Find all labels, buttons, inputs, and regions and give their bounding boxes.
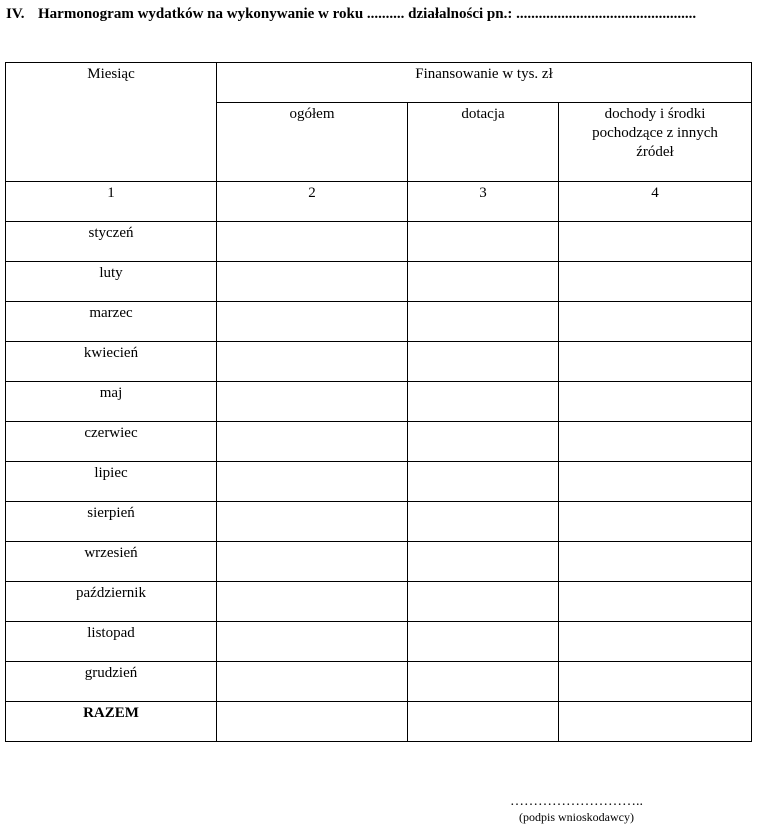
table-row <box>6 382 752 422</box>
table-row <box>6 502 752 542</box>
total-cell[interactable] <box>217 302 408 342</box>
table-row <box>6 622 752 662</box>
table-row <box>6 542 752 582</box>
header-total: ogółem <box>217 103 408 182</box>
table-row <box>6 302 752 342</box>
subsidy-cell[interactable] <box>408 422 559 462</box>
total-cell[interactable] <box>217 502 408 542</box>
header-other-sources-text: dochody i środki pochodzące z innych źródeł <box>592 106 718 160</box>
signature-block <box>494 795 659 825</box>
header-month: Miesiąc <box>6 63 217 182</box>
table-row <box>6 582 752 622</box>
total-cell[interactable] <box>217 622 408 662</box>
month-label: sierpień <box>6 502 217 542</box>
summary-label: RAZEM <box>6 702 217 742</box>
column-number: 2 <box>217 182 408 222</box>
column-number: 1 <box>6 182 217 222</box>
subsidy-cell[interactable] <box>408 502 559 542</box>
summary-row <box>6 702 752 742</box>
expense-schedule-table <box>5 62 752 742</box>
total-cell[interactable] <box>217 662 408 702</box>
month-label: listopad <box>6 622 217 662</box>
month-label: kwiecień <box>6 342 217 382</box>
total-cell[interactable] <box>217 582 408 622</box>
column-number: 3 <box>408 182 559 222</box>
subsidy-cell[interactable] <box>408 622 559 662</box>
month-label: luty <box>6 262 217 302</box>
table-row <box>6 662 752 702</box>
other-cell[interactable] <box>559 502 752 542</box>
summary-subsidy-cell[interactable] <box>408 702 559 742</box>
table-row <box>6 342 752 382</box>
column-number-row <box>6 182 752 222</box>
subsidy-cell[interactable] <box>408 382 559 422</box>
signature-caption: (podpis wnioskodawcy) <box>519 810 634 824</box>
subsidy-cell[interactable] <box>408 542 559 582</box>
header-subsidy: dotacja <box>408 103 559 182</box>
other-cell[interactable] <box>559 262 752 302</box>
other-cell[interactable] <box>559 582 752 622</box>
month-label: wrzesień <box>6 542 217 582</box>
header-row-top <box>6 63 752 103</box>
other-cell[interactable] <box>559 342 752 382</box>
month-label: lipiec <box>6 462 217 502</box>
title-text: Harmonogram wydatków na wykonywanie w roku .......... działalności pn.: ................................................ <box>38 6 697 22</box>
total-cell[interactable] <box>217 422 408 462</box>
header-other-sources <box>559 103 752 182</box>
other-cell[interactable] <box>559 422 752 462</box>
subsidy-cell[interactable] <box>408 262 559 302</box>
month-label: grudzień <box>6 662 217 702</box>
summary-other-cell[interactable] <box>559 702 752 742</box>
section-number: IV. <box>6 6 25 22</box>
header-financing: Finansowanie w tys. zł <box>217 63 752 103</box>
other-cell[interactable] <box>559 542 752 582</box>
other-cell[interactable] <box>559 662 752 702</box>
month-label: czerwiec <box>6 422 217 462</box>
column-number: 4 <box>559 182 752 222</box>
total-cell[interactable] <box>217 462 408 502</box>
total-cell[interactable] <box>217 382 408 422</box>
month-label: październik <box>6 582 217 622</box>
other-cell[interactable] <box>559 462 752 502</box>
subsidy-cell[interactable] <box>408 662 559 702</box>
table-row <box>6 462 752 502</box>
other-cell[interactable] <box>559 622 752 662</box>
subsidy-cell[interactable] <box>408 582 559 622</box>
table-row <box>6 422 752 462</box>
month-label: marzec <box>6 302 217 342</box>
total-cell[interactable] <box>217 342 408 382</box>
subsidy-cell[interactable] <box>408 462 559 502</box>
month-label: maj <box>6 382 217 422</box>
signature-line: ……………………….. <box>510 794 643 809</box>
total-cell[interactable] <box>217 222 408 262</box>
table-row <box>6 262 752 302</box>
subsidy-cell[interactable] <box>408 222 559 262</box>
other-cell[interactable] <box>559 382 752 422</box>
subsidy-cell[interactable] <box>408 302 559 342</box>
summary-total-cell[interactable] <box>217 702 408 742</box>
document-title <box>6 4 774 24</box>
month-label: styczeń <box>6 222 217 262</box>
other-cell[interactable] <box>559 302 752 342</box>
table-row <box>6 222 752 262</box>
subsidy-cell[interactable] <box>408 342 559 382</box>
total-cell[interactable] <box>217 262 408 302</box>
other-cell[interactable] <box>559 222 752 262</box>
total-cell[interactable] <box>217 542 408 582</box>
